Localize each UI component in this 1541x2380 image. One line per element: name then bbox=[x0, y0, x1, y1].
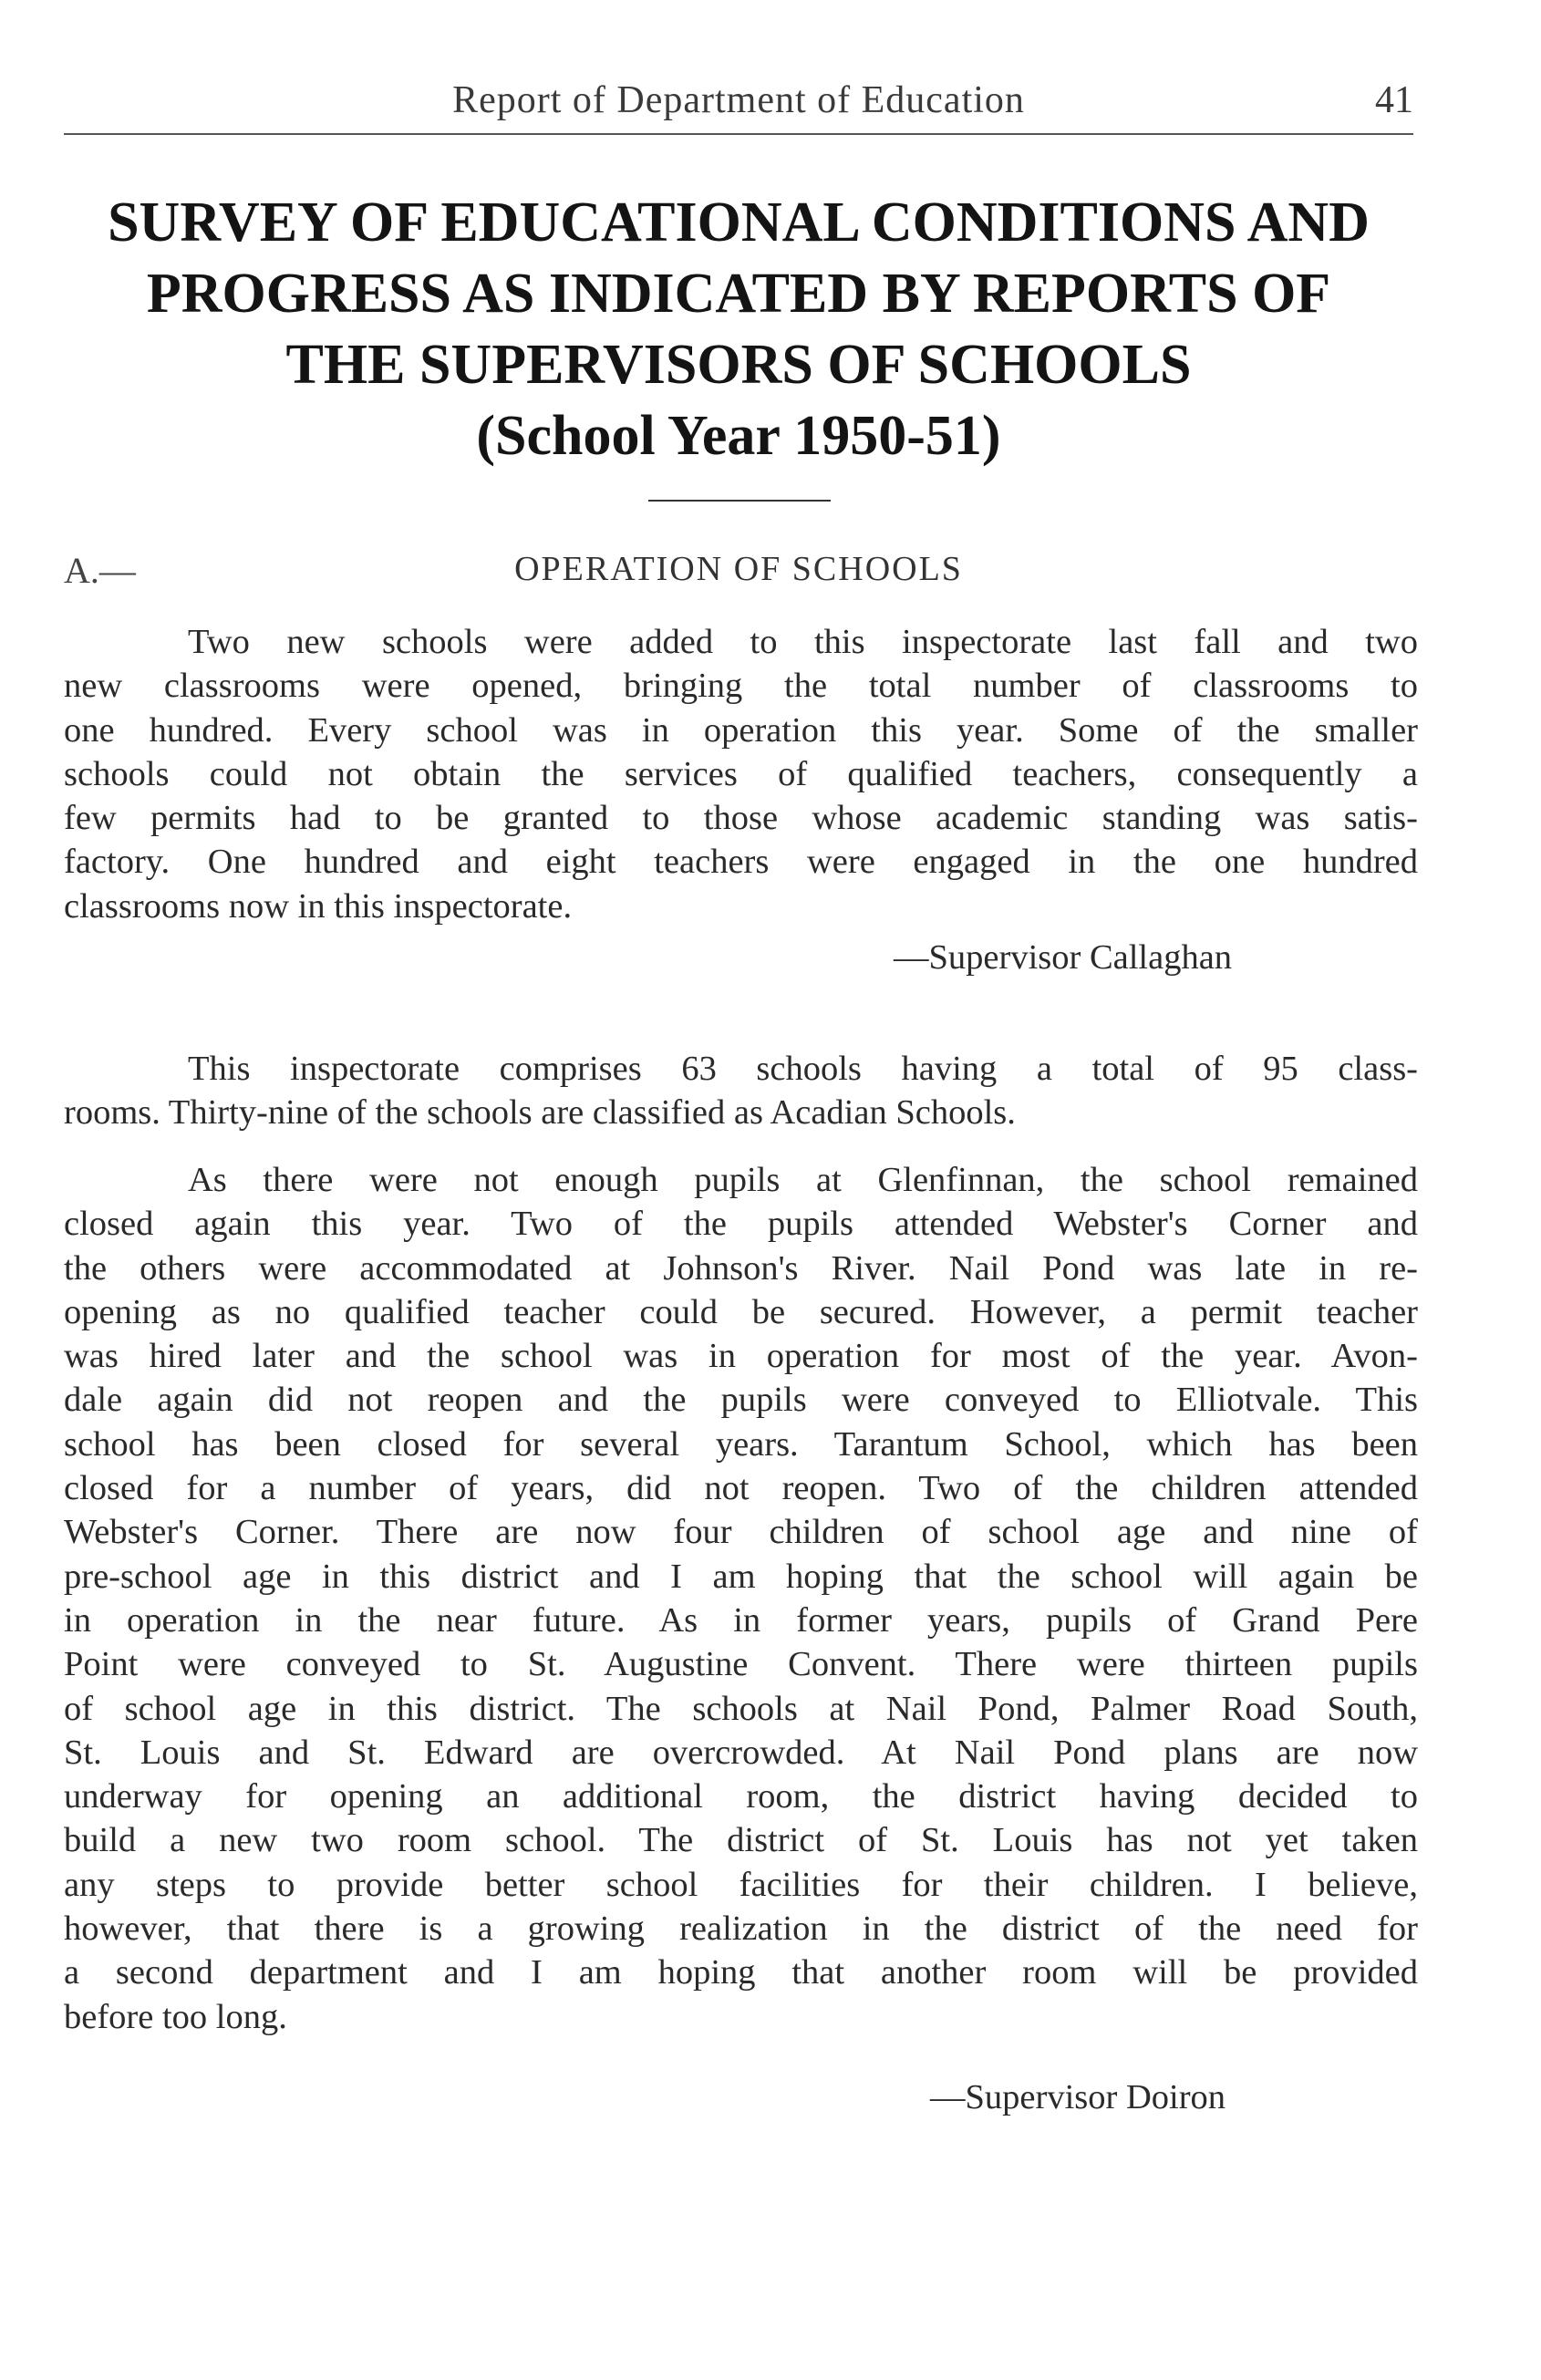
text-line: rooms. Thirty-nine of the schools are classified as Acadian Schools. bbox=[64, 1093, 1016, 1133]
page-number: 41 bbox=[1375, 79, 1413, 121]
text-line: pre-school age in this district and I am hoping that the school will again be bbox=[64, 1557, 1418, 1596]
text-line: however, that there is a growing realization in the district of the need for bbox=[64, 1909, 1418, 1949]
paragraph bbox=[64, 1158, 1418, 2039]
text-line: was hired later and the school was in operation for most of the year. Avon- bbox=[64, 1337, 1418, 1376]
text-line: of school age in this district. The schools at Nail Pond, Palmer Road South, bbox=[64, 1689, 1418, 1728]
text-line: This inspectorate comprises 63 schools having a total of 95 class- bbox=[188, 1050, 1418, 1088]
text-line: closed again this year. Two of the pupils attended Webster's Corner and bbox=[64, 1205, 1418, 1244]
running-title: Report of Department of Education bbox=[452, 79, 1025, 121]
text-line: underway for opening an additional room, the district having decided to bbox=[64, 1777, 1418, 1816]
text-line: closed for a number of years, did not reopen. Two of the children attended bbox=[64, 1469, 1418, 1508]
text-line: classrooms now in this inspectorate. bbox=[64, 886, 573, 926]
text-line: As there were not enough pupils at Glenfinnan, the school remained bbox=[188, 1161, 1418, 1199]
running-header bbox=[64, 78, 1413, 135]
title-divider bbox=[648, 500, 831, 502]
title-line: (School Year 1950-51) bbox=[476, 405, 1001, 467]
text-line: dale again did not reopen and the pupils were conveyed to Elliotvale. This bbox=[64, 1381, 1418, 1420]
text-line: St. Louis and St. Edward are overcrowded. At Nail Pond plans are now bbox=[64, 1733, 1418, 1772]
paragraph bbox=[64, 620, 1418, 928]
text-line: in operation in the near future. As in former years, pupils of Grand Pere bbox=[64, 1600, 1418, 1640]
text-line: schools could not obtain the services of qualified teachers, consequently a bbox=[64, 754, 1418, 793]
text-line: Point were conveyed to St. Augustine Convent. There were thirteen pupils bbox=[64, 1645, 1418, 1684]
text-line: new classrooms were opened, bringing the total number of classrooms to bbox=[64, 667, 1418, 706]
title-line: SURVEY OF EDUCATIONAL CONDITIONS AND bbox=[108, 191, 1370, 254]
text-line: any steps to provide better school facilities for their children. I believe, bbox=[64, 1865, 1418, 1904]
text-line: build a new two room school. The district of St. Louis has not yet taken bbox=[64, 1821, 1418, 1860]
text-line: one hundred. Every school was in operation this year. Some of the smaller bbox=[64, 710, 1418, 750]
main-title bbox=[64, 187, 1413, 471]
text-line: Webster's Corner. There are now four children of school age and nine of bbox=[64, 1513, 1418, 1552]
section-letter: A.— bbox=[64, 550, 136, 591]
section-heading: OPERATION OF SCHOOLS bbox=[514, 550, 963, 588]
text-line: a second department and I am hoping that another room will be provided bbox=[64, 1953, 1418, 1992]
text-line: the others were accommodated at Johnson's River. Nail Pond was late in re- bbox=[64, 1248, 1418, 1288]
signature-doiron: —Supervisor Doiron bbox=[930, 2078, 1226, 2116]
signature-callaghan: —Supervisor Callaghan bbox=[894, 938, 1233, 977]
title-line: THE SUPERVISORS OF SCHOOLS bbox=[285, 334, 1192, 396]
text-line: opening as no qualified teacher could be secured. However, a permit teacher bbox=[64, 1292, 1418, 1331]
text-line: Two new schools were added to this inspectorate last fall and two bbox=[188, 623, 1418, 661]
text-line: factory. One hundred and eight teachers were engaged in the one hundred bbox=[64, 843, 1418, 882]
text-line: before too long. bbox=[64, 1997, 287, 2036]
text-line: few permits had to be granted to those whose academic standing was satis- bbox=[64, 799, 1418, 838]
paragraph bbox=[64, 1047, 1418, 1135]
title-line: PROGRESS AS INDICATED BY REPORTS OF bbox=[146, 263, 1331, 325]
text-line: school has been closed for several years. Tarantum School, which has been bbox=[64, 1424, 1418, 1464]
